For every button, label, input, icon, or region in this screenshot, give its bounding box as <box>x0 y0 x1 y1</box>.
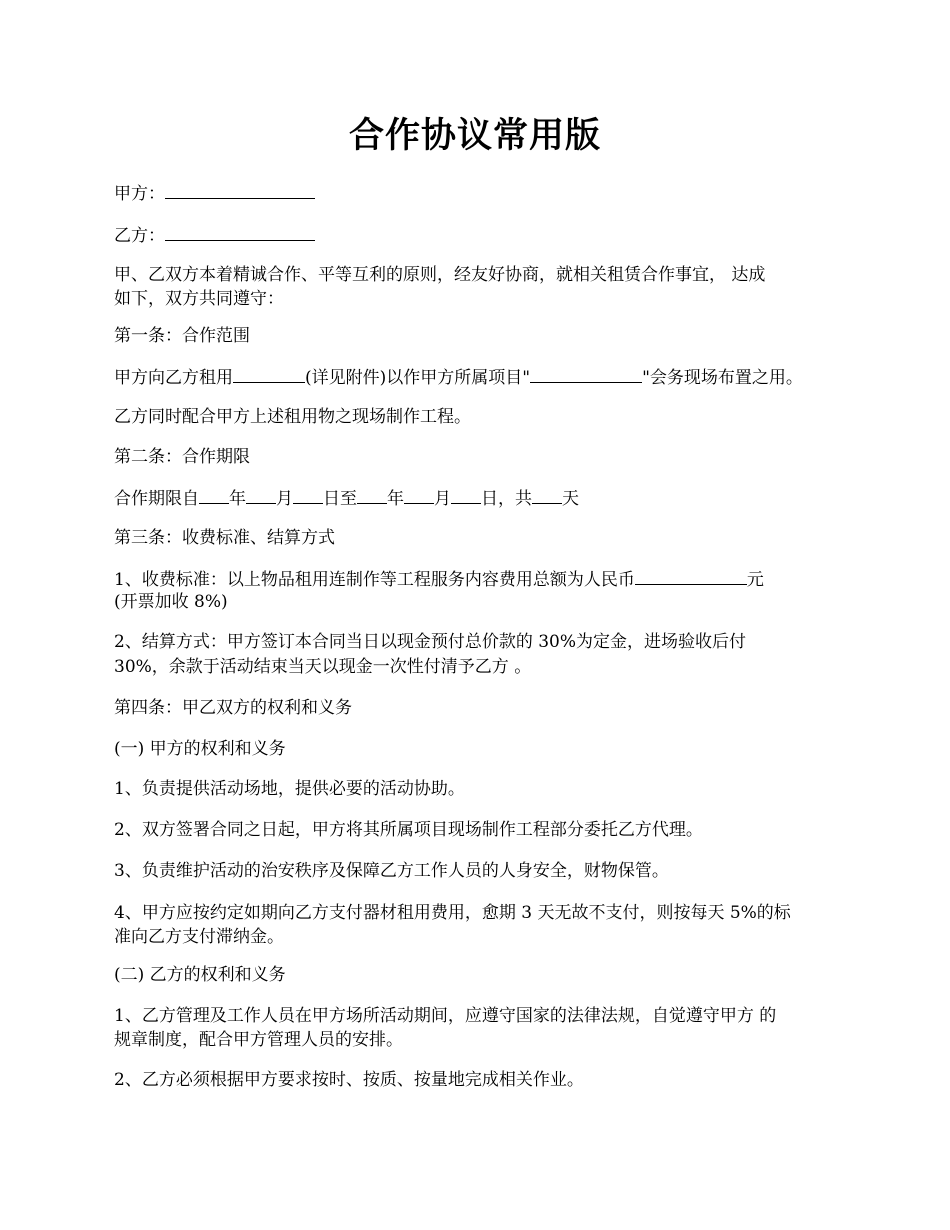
article1-text-b: (详见附件)以作甲方所属项目" <box>305 368 531 388</box>
article1-text-c: "会务现场布置之用。 <box>642 368 803 388</box>
fee-line <box>114 566 844 592</box>
party-b-blank <box>165 222 315 241</box>
party-b-item-1-line-2: 规章制度，配合甲方管理人员的安排。 <box>114 1030 403 1050</box>
start-year-label: 年 <box>229 489 246 509</box>
article2-heading: 第二条：合作期限 <box>114 447 250 467</box>
party-b-line <box>114 222 844 248</box>
end-month-label: 月 <box>434 489 451 509</box>
fee-unit: 元 <box>746 570 764 590</box>
article1-line-1 <box>114 364 844 390</box>
start-day-label: 日至 <box>323 489 357 509</box>
party-b-item-1-line-1: 1、乙方管理及工作人员在甲方场所活动期间，应遵守国家的法律法规，自觉遵守甲方 的 <box>114 1006 777 1026</box>
party-b-rights-heading: (二) 乙方的权利和义务 <box>114 965 286 985</box>
article4-heading: 第四条：甲乙双方的权利和义务 <box>114 698 352 718</box>
article1-heading: 第一条：合作范围 <box>114 326 250 346</box>
party-a-line <box>114 180 844 206</box>
period-line <box>114 485 844 511</box>
settlement-line-2: 30%，余款于活动结束当天以现金一次性付清予乙方 。 <box>114 657 532 677</box>
end-day-label: 日，共 <box>481 489 532 509</box>
fee-note: (开票加收 8%) <box>114 592 228 612</box>
article1-line-2: 乙方同时配合甲方上述租用物之现场制作工程。 <box>114 407 471 427</box>
party-a-item-4-line-2: 准向乙方支付滞纳金。 <box>114 927 284 947</box>
period-prefix: 合作期限自 <box>114 489 199 509</box>
start-month-label: 月 <box>276 489 293 509</box>
rental-item-blank <box>233 364 305 383</box>
end-year-label: 年 <box>387 489 404 509</box>
party-b-label: 乙方： <box>114 226 165 246</box>
intro-line-2: 如下，双方共同遵守： <box>114 289 284 309</box>
article3-heading: 第三条：收费标准、结算方式 <box>114 528 335 548</box>
end-year-blank <box>357 485 387 504</box>
end-day-blank <box>451 485 481 504</box>
total-days-label: 天 <box>562 489 579 509</box>
article1-text-a: 甲方向乙方租用 <box>114 368 233 388</box>
party-a-blank <box>165 180 315 199</box>
project-name-blank <box>530 364 642 383</box>
party-a-item-2: 2、双方签署合同之日起，甲方将其所属项目现场制作工程部分委托乙方代理。 <box>114 820 703 840</box>
party-a-label: 甲方： <box>114 184 165 204</box>
start-month-blank <box>246 485 276 504</box>
document-title: 合作协议常用版 <box>348 115 601 156</box>
intro-line-1: 甲、乙双方本着精诚合作、平等互利的原则，经友好协商，就相关租赁合作事宜， 达成 <box>114 265 766 285</box>
party-b-item-2: 2、乙方必须根据甲方要求按时、按质、按量地完成相关作业。 <box>114 1070 584 1090</box>
end-month-blank <box>404 485 434 504</box>
fee-amount-blank <box>635 566 747 585</box>
start-day-blank <box>293 485 323 504</box>
fee-text: 1、收费标准：以上物品租用连制作等工程服务内容费用总额为人民币 <box>114 570 635 590</box>
party-a-rights-heading: (一) 甲方的权利和义务 <box>114 739 286 759</box>
party-a-item-1: 1、负责提供活动场地，提供必要的活动协助。 <box>114 779 465 799</box>
party-a-item-4-line-1: 4、甲方应按约定如期向乙方支付器材租用费用，愈期 3 天无故不支付，则按每天 5%的标 <box>114 903 791 923</box>
settlement-line-1: 2、结算方式：甲方签订本合同当日以现金预付总价款的 30%为定金，进场验收后付 <box>114 632 747 652</box>
start-year-blank <box>199 485 229 504</box>
party-a-item-3: 3、负责维护活动的治安秩序及保障乙方工作人员的人身安全，财物保管。 <box>114 861 669 881</box>
total-days-blank <box>532 485 562 504</box>
